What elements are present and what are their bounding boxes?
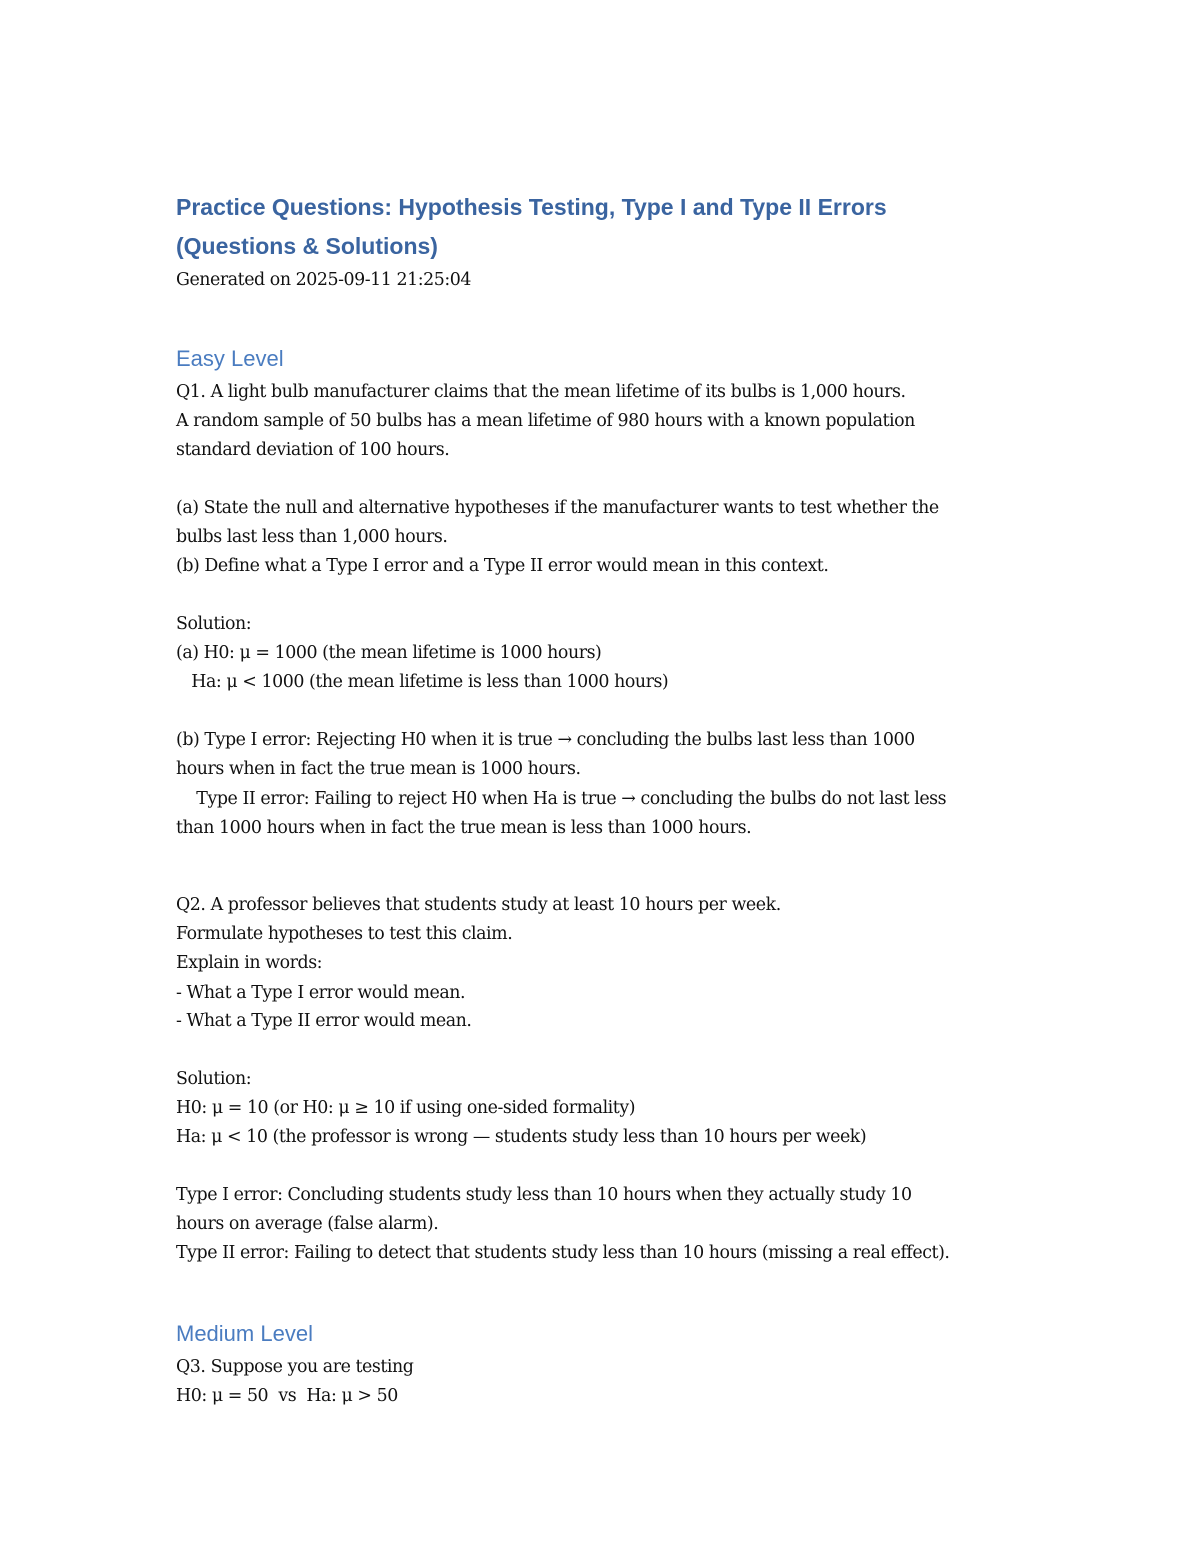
q1-solution-line: (b) Type I error: Rejecting H0 when it is true → concluding the bulbs last less than 1000 (176, 730, 915, 750)
q1-line: (b) Define what a Type I error and a Type II error would mean in this context. (176, 556, 829, 576)
q1-line: A random sample of 50 bulbs has a mean lifetime of 980 hours with a known population (176, 411, 915, 431)
q1-solution-label: Solution: (176, 614, 252, 634)
section-heading-medium: Medium Level (176, 1321, 313, 1346)
q1-solution-line: Ha: μ < 1000 (the mean lifetime is less than 1000 hours) (176, 672, 669, 692)
generated-timestamp: Generated on 2025-09-11 21:25:04 (176, 270, 471, 290)
q1-solution-line: hours when in fact the true mean is 1000 hours. (176, 759, 581, 779)
q2-solution-line: Type I error: Concluding students study less than 10 hours when they actually study 10 (176, 1185, 912, 1205)
q2-line: - What a Type II error would mean. (176, 1011, 472, 1031)
q1-solution-line: (a) H0: μ = 1000 (the mean lifetime is 1000 hours) (176, 643, 602, 663)
q1-line: standard deviation of 100 hours. (176, 440, 450, 460)
q2-solution-line: hours on average (false alarm). (176, 1214, 439, 1234)
q3-line: H0: μ = 50 vs Ha: μ > 50 (176, 1386, 398, 1406)
q1-line: (a) State the null and alternative hypotheses if the manufacturer wants to test whether the (176, 498, 939, 518)
q2-solution-label: Solution: (176, 1069, 252, 1089)
q1-line: bulbs last less than 1,000 hours. (176, 527, 448, 547)
q2-solution-line: Ha: μ < 10 (the professor is wrong — students study less than 10 hours per week) (176, 1127, 867, 1147)
document-title-line-2: (Questions & Solutions) (176, 233, 438, 259)
q3-line: Q3. Suppose you are testing (176, 1357, 414, 1377)
q1-line: Q1. A light bulb manufacturer claims that the mean lifetime of its bulbs is 1,000 hours. (176, 382, 906, 402)
q2-solution-line: H0: μ = 10 (or H0: μ ≥ 10 if using one-sided formality) (176, 1098, 636, 1118)
q1-solution-line: than 1000 hours when in fact the true mean is less than 1000 hours. (176, 818, 752, 838)
section-heading-easy: Easy Level (176, 346, 284, 371)
q2-line: Formulate hypotheses to test this claim. (176, 924, 513, 944)
q2-solution-line: Type II error: Failing to detect that students study less than 10 hours (missing a real effect). (176, 1243, 950, 1263)
document-title-line-1: Practice Questions: Hypothesis Testing, Type I and Type II Errors (176, 194, 887, 220)
q1-solution-line: Type II error: Failing to reject H0 when Ha is true → concluding the bulbs do not last less (176, 789, 947, 809)
q2-line: Explain in words: (176, 953, 323, 973)
q2-line: Q2. A professor believes that students study at least 10 hours per week. (176, 895, 781, 915)
q2-line: - What a Type I error would mean. (176, 983, 466, 1003)
